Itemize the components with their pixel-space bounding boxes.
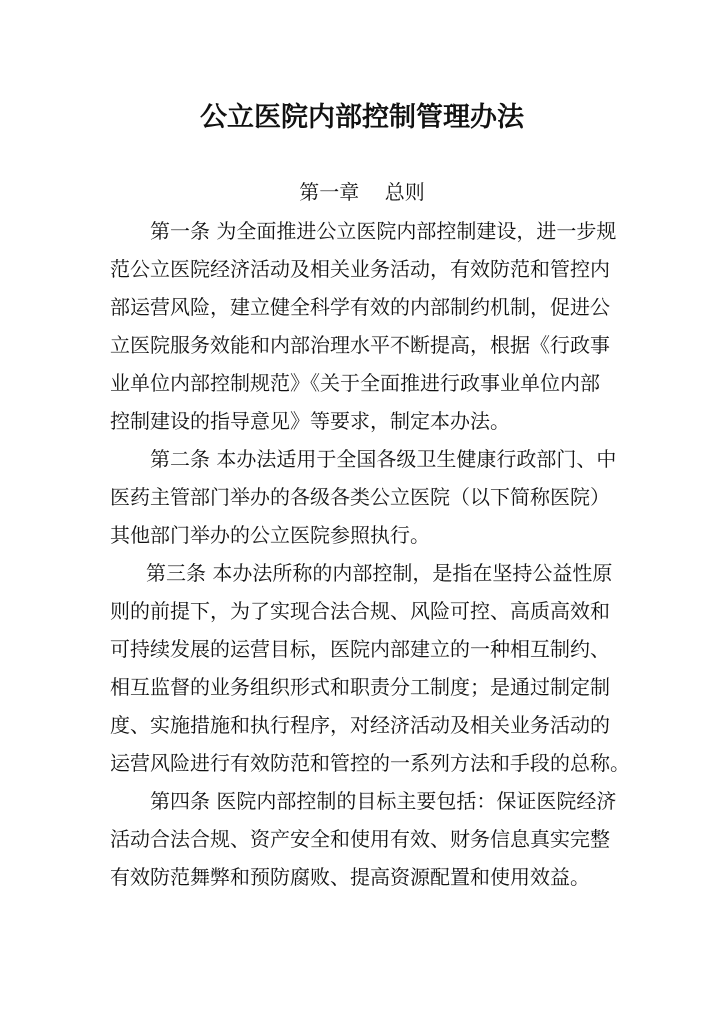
article-1-line-6: 控制建设的指导意见》等要求，制定本办法。 [110,409,510,433]
article-1-line-2: 范公立医院经济活动及相关业务活动，有效防范和管控内 [110,257,610,281]
chapter-heading: 第一章 总则 [299,180,425,204]
article-2-line-1: 第二条 本办法适用于全国各级卫生健康行政部门、中 [150,447,617,471]
article-1-line-3: 部运营风险，建立健全科学有效的内部制约机制，促进公 [110,295,610,319]
article-1-line-5: 业单位内部控制规范》《关于全面推进行政事业单位内部 [110,371,600,395]
document-title: 公立医院内部控制管理办法 [200,102,524,133]
article-2-line-2: 医药主管部门举办的各级各类公立医院（以下简称医院） [110,485,610,509]
article-4 [110,782,616,896]
article-1-line-4: 立医院服务效能和内部治理水平不断提高，根据《行政事 [110,333,610,357]
article-3 [110,554,630,782]
article-4-line-1: 第四条 医院内部控制的目标主要包括：保证医院经济 [150,789,617,813]
article-3-line-2: 则的前提下，为了实现合法合规、风险可控、高质高效和 [110,599,610,623]
article-2-line-3: 其他部门举办的公立医院参照执行。 [110,523,430,547]
article-3-line-6: 运营风险进行有效防范和管控的一系列方法和手段的总称。 [110,751,630,775]
article-3-line-3: 可持续发展的运营目标，医院内部建立的一种相互制约、 [110,637,610,661]
article-4-line-3: 有效防范舞弊和预防腐败、提高资源配置和使用效益。 [110,865,590,889]
article-1 [110,212,616,440]
article-1-line-1: 第一条 为全面推进公立医院内部控制建设，进一步规 [150,219,617,243]
article-4-line-2: 活动合法合规、资产安全和使用有效、财务信息真实完整 [110,827,610,851]
article-3-line-1: 第三条 本办法所称的内部控制，是指在坚持公益性原 [146,561,613,585]
article-3-line-4: 相互监督的业务组织形式和职责分工制度；是通过制定制 [110,675,610,699]
article-2 [110,440,616,554]
article-3-line-5: 度、实施措施和执行程序，对经济活动及相关业务活动的 [110,713,610,737]
